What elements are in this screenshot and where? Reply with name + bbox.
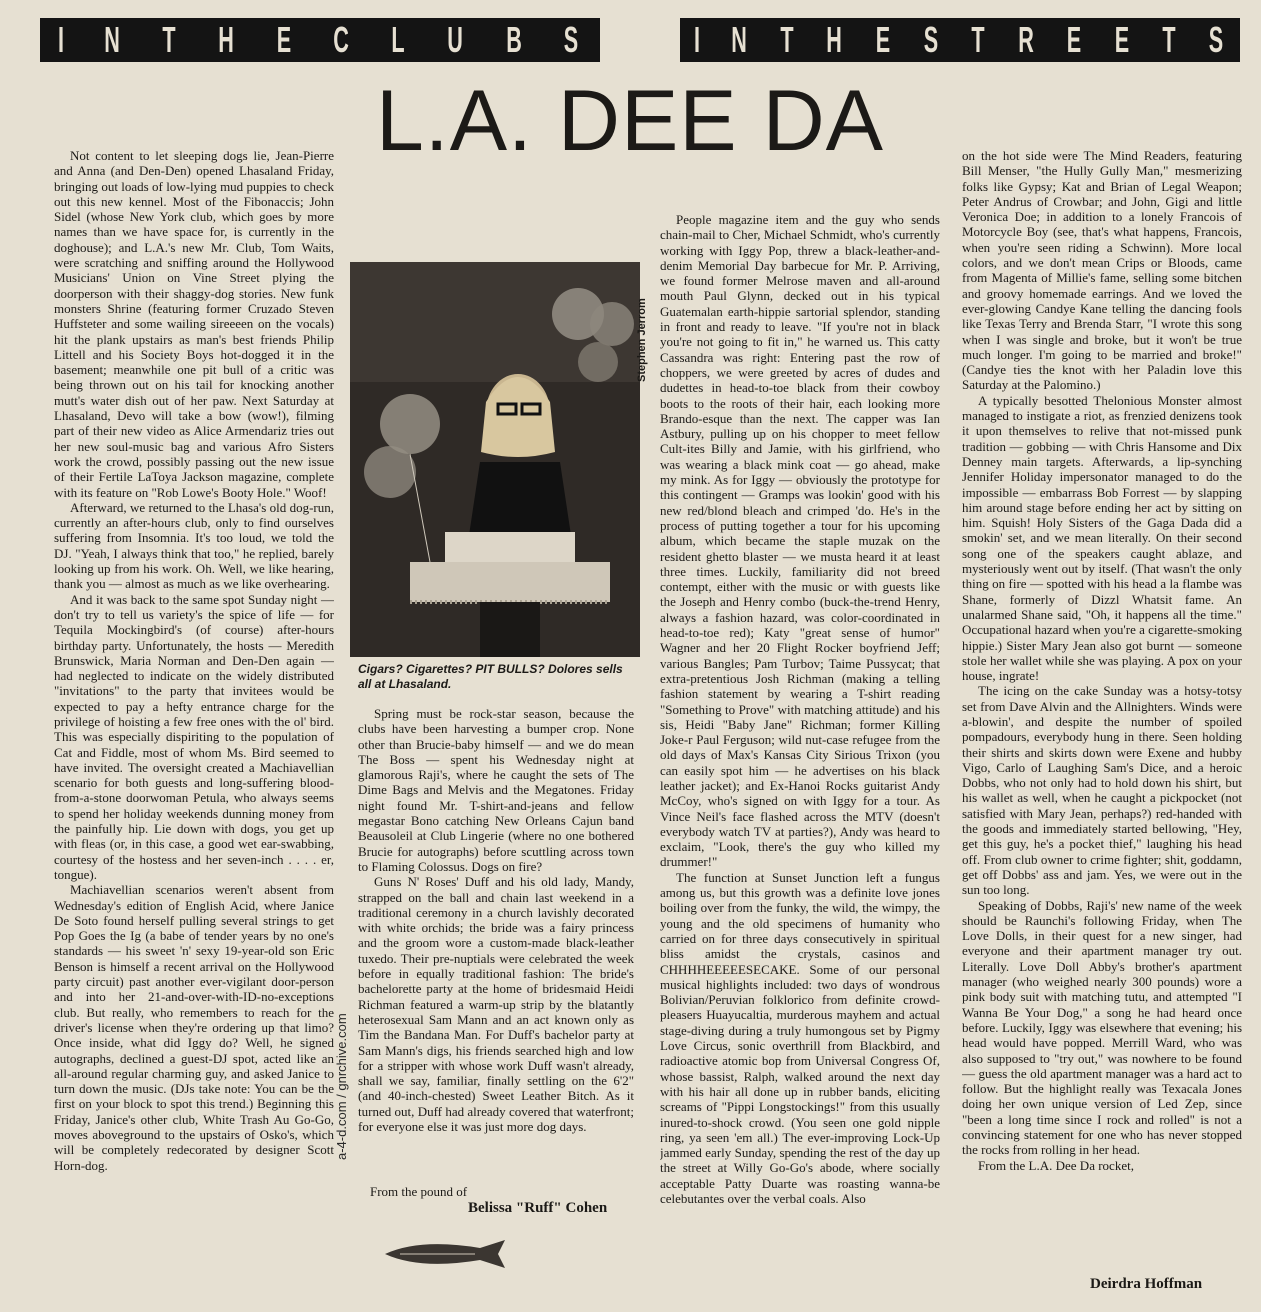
signoff-1: From the pound of: [370, 1184, 468, 1199]
paragraph: Machiavellian scenarios weren't absent from Wednesday's edition of English Acid, where Janice De Soto found herself pulling several strings to get Pop Goes the Ig (a babe of tender years by no one's standards — his sweet 'n' sexy 19-year-old son Eric Benson is himself a recent arrival on the Hollywood party circuit) past another ever-vigilant door-person and into her 21-and-over-with-ID-no-exceptions club. But really, who remembers to reach for the driver's license when they're ordering up that limo? Once inside, what did Iggy do? Well, he signed autographs, declined a guest-DJ spot, acted like an all-around regular charming guy, and asked Janice to turn down the music. (DJs take note: You can be the first on your block to spot this trend.) Beginning this Friday, Janice's other club, White Trash Au Go-Go, moves aboveground to the upstairs of Osko's, which will be completely redecorated by designer Scott Horn-dog.: [54, 882, 334, 1173]
paragraph: People magazine item and the guy who sends chain-mail to Cher, Michael Schmidt, who's currently working with Iggy Pop, threw a black-leather-and-denim Memorial Day barbecue for Mr. P. Arriving, we found former Melrose maven and all-around mouth Paul Glynn, decked out in his typical Guatemalan earth-hippie sartorial splendor, standing in front and ready to leave. "If you're not in black you're not going to fit in," he warned us. This catty Cassandra was right: Entering past the row of choppers, we were greeted by acres of dudes and dudettes in head-to-toe black from their cowboy boots to the roots of their hair, each looking more Brando-esque than the next. The capper was Ian Astbury, pulling up on his chopper to meet fellow Cult-ites Billy and Jamie, with his girlfriend, who was wearing a black mink coat — go ahead, make my mink. As for Iggy — obviously the prototype for this contingent — Gramps was lookin' good with his new red/blond bleach and crimped 'do. He's in the process of putting together a tour for his upcoming album, which became the staple muzak on the resident ghetto blaster — we musta heard it at least three times. Luckily, familiarity did not breed contempt, either with the music or with guests like the Joseph and Henry combo (buck-the-trend Henry, always a fashion hazard, was color-coordinated in head-to-toe red); Katy "great sense of humor" Wagner and her 20 Flight Rocker boyfriend Jeff; various Bangles; Pam Turbov; Taime Pussycat; that extra-pretentious Josh Richman (making a telling fashion statement by wearing a T-shirt reading "Something to Prove" with matching attitude) and his sis, Heidi "Baby Jane" Richman; former Killing Joke-r Paul Ferguson; wild nut-case refugee from the old days of Max's Kansas City Sirious Trixon (you can easily spot him — he advertises on his black leather jacket); and Ex-Hanoi Rocks guitarist Andy McCoy, who's signed on with Iggy for a tour. As Vince Neil's face flashed across the MTV (doesn't everybody watch TV at parties?), Andy was heard to exclaim, "Look, there's the guy who killed my drummer!": [660, 212, 940, 870]
paragraph: The function at Sunset Junction left a fungus among us, but this growth was a definite love jones boiling over from the funky, the wild, the wimpy, the young and the old specimens of humanity who carried on for three days consecutively in spiritual bliss amidst the crystals, casinos and CHHHHEEEEESECAKE. Some of our personal musical highlights included: two days of wondrous Bolivian/Peruvian folklorico from definite crowd-pleasers Huayucaltia, murderous mayhem and actual stage-diving during a truly humongous set by Pigmy Love Circus, sonic overthrill from Blackbird, and radioactive atomic bop from Universal Congress Of, whose bassist, Ralph, walked around the next day with his hair all done up in rubber bands, eliciting screams of "Pippi Longstockings!" from this usually inured-to-shock crowd. (You seen one gold nipple ring, ya seen 'em all.) The ever-improving Lock-Up jammed early Sunday, spending the rest of the day up the street at Willy Go-Go's abode, where socially acceptable Patty Duarte was roasting wanna-be celebutantes over the verbal coals. Also: [660, 869, 940, 1206]
banner-letter: N: [104, 19, 120, 60]
paragraph: And it was back to the same spot Sunday night — don't try to tell us variety's the spice of life — for Tequila Mockingbird's (of course) after-hours birthday party. Unfortunately, the hosts — Meredith Brunswick, Maria Norman and Den-Den again — had neglected to indicate on the widely distributed "invitations" to the party that invitees would be expected to pay a hefty entrance charge for the privilege of hoisting a few free ones with the ol' bird. This was especially dispiriting to the population of Cat and Fiddle, most of whom Ms. Bird seemed to have invited. The oversight created a Machiavellian scenario for both guests and long-suffering blood-from-a-stone doorwoman Petula, who always seems to spend her holiday weekends dunning money from the painfully hip. Lie down with dogs, you get up with fleas (or, in this case, a good wet ear-swabbing, courtesy of the hostess and her seven-inch . . . . er, tongue).: [54, 591, 334, 882]
banner-letter: S: [923, 19, 939, 60]
banner-letter: B: [505, 19, 522, 60]
paragraph: A typically besotted Thelonious Monster almost managed to instigate a riot, as frenzied denizens took it upon themselves to relive that not-missed punk tradition — gobbing — with Chris Hansome and Dix Denney main targets. Afterwards, a lip-synching Jennifer Holiday impersonator managed to do the impossible — embarrass Bob Forrest — by slapping him around stage before ending her act by sitting on him. Squish! Holy Sisters of the Gaga Dada did a smokin' set, and we mean literally. On their second song one of the speakers caught ablaze, and mysteriously went out by itself. (That wasn't the only thing on fire — spotted with his head a la flambe was Shane, formerly of Dizzl Whatsit fame. An unalarmed Shane said, "Oh, it happens all the time." Occupational hazard when you're a cigarette-smoking hippie.) Sister Mary Jean also got burnt — someone stole her wallet while she was playing. A pox on your house, ingrate!: [962, 392, 1242, 684]
banner-letter: U: [447, 19, 463, 60]
byline-2: Deirdra Hoffman: [1090, 1276, 1203, 1292]
banner-letter: H: [826, 19, 843, 60]
article-column-3: [660, 212, 940, 1297]
banner-letter: E: [1115, 19, 1130, 60]
photo-credit: Stephen Jerrom: [636, 298, 648, 382]
byline-1: Belissa "Ruff" Cohen: [468, 1200, 608, 1216]
article-column-4: [962, 148, 1242, 1298]
banner-letter: L: [391, 19, 405, 60]
paragraph: Afterward, we returned to the Lhasa's old dog-run, currently an after-hours club, only to find ourselves suffering from Insomnia. It's too loud, we told the DJ. "Yeah, I always think that too," he replied, barely looking up from his work. Oh. Well, we like hearing, thank you — almost as much as we like overhearing.: [54, 499, 334, 592]
watermark: a-4-d.com / gnrchive.com: [334, 1013, 349, 1160]
banner-letter: S: [564, 19, 579, 60]
banner-in-the-streets: [680, 18, 1240, 62]
paragraph: Speaking of Dobbs, Raji's' new name of the week should be Raunchi's following Friday, when The Love Dolls, in their quest for a new singer, had everyone and their apartment manager try out. Literally. Love Doll Abby's brother's apartment manager (who weighed nearly 300 pounds) wore a pink body suit with matching tutu, and attempted "I Wanna Be Your Dog," a song he had heard once before. Luckily, Iggy was elsewhere that evening; his head would have popped. Merrill Ward, who was also supposed to "try out," was nowhere to be found — guess the old apartment manager was a hard act to follow. But the highlight really was Texacala Jones doing her own unique version of Led Zep, since "been a long time since I rock and rolled" is not a convincing statement for one who has never stopped the rocks from rolling in her head.: [962, 897, 1242, 1158]
banner-letter: T: [162, 19, 176, 60]
banner-letter: T: [971, 19, 985, 60]
paragraph: on the hot side were The Mind Readers, featuring Bill Menser, "the Hully Gully Man," mesmerizing folks like Gypsy; Kat and Brian of Legal Weapon; Peter Andrus of Crowbar; and John, Gigi and little Veronica Doe; in addition to a lonely Francois of Motorcycle Boy (see, that's what happens, Francois, when you're seen riding a Schwinn). More local colors, and we don't mean Crips or Bloods, came from Magenta of Millie's fame, selling some bitchen and groovy homemade earrings. And we loved the ever-glowing Candye Kane telling the dancing fools like Texas Terry and Brenda Starr, "I wrote this song when I was single and broke, but it won't be true much longer. I'm going to be married and broke!" (Candye ties the knot with her Paladin love this Saturday at the Palomino.): [962, 148, 1242, 393]
photo-illustration: [350, 262, 640, 657]
paragraph: Spring must be rock-star season, because the clubs have been harvesting a bumper crop. None other than Brucie-baby himself — and we do mean The Boss — spent his Wednesday night at glamorous Raji's, where he caught the sets of The Dime Bags and Melvis and the Megatones. Friday night found Mr. T-shirt-and-jeans and fellow megastar Bono catching New Orleans Cajun band Beausoleil at Club Lingerie (where no one bothered Brucie for autographs) before scuttling across town to Flaming Colossus. Dogs on fire?: [358, 706, 634, 874]
banner-letter: T: [779, 19, 794, 60]
article-column-1: [54, 148, 334, 1298]
paragraph: Not content to let sleeping dogs lie, Jean-Pierre and Anna (and Den-Den) opened Lhasaland Friday, bringing out loads of low-lying mud puppies to check out this new kennel. Most of the Fibonaccis; John Sidel (whose New York club, which goes by more names than we have space for, is currently in the doghouse); and L.A.'s new Mr. Club, Tom Waits, were scratching and sniffing around the Hollywood Musicians' Union on Vine Street plying the doorperson with their shaggy-dog stories. New funk monsters Shrine (featuring former Cruzado Steven Huffsteter and some wailing sireeeen on the vocals) hit the plank upstairs as man's best friends Philip Littell and his Society Boys hot-dogged it in the basement; meanwhile one pit bull of a critic was being thrown out on his tail for knocking another mutt's water dish out of her paw. Next Saturday at Lhasaland, Devo will take a bow (wow!), filming part of their new video as Alice Armendariz tries out her new soul-music bag and various Afro Sisters work the crowd, possibly passing out the new issue of their Fertile LaToya Jackson magazine, complete with its feature on "Rob Lowe's Booty Hole." Woof!: [54, 148, 334, 500]
banner-in-the-clubs: [40, 18, 600, 62]
photo-caption: Cigars? Cigarettes? PIT BULLS? Dolores sells all at Lhasaland.: [358, 662, 623, 691]
paragraph: The icing on the cake Sunday was a hotsy-totsy set from Dave Alvin and the Allnighters. Winds were a-blowin', and despite the number of spoiled pompadours, everybody hung in there. Seen holding their shirts and skirts down were Exene and hubby Vigo, Carlo of Laughing Sam's Dice, and a heroic Dobbs, who not only had to hold down his shirt, but his wallet as well, when he caught a pickpocket (not satisfied with Mary Jean, perhaps?) red-handed with the goods and immediately started bellowing, "Hey, get this guy, he's a pocket thief," laughing his head off. From club owner to crime fighter; shit, goddamn, get off Dobbs' ass and jam. Yes, we were out in the sun too long.: [962, 683, 1242, 898]
photo-dolores: [350, 262, 640, 657]
banner-letter: I: [693, 19, 700, 60]
banner-letter: C: [333, 19, 350, 60]
article-column-2: [358, 706, 634, 1186]
paragraph: From the L.A. Dee Da rocket,: [978, 1157, 1134, 1173]
banner-letter: S: [1208, 19, 1224, 60]
banner-letter: N: [730, 19, 747, 60]
paragraph: Guns N' Roses' Duff and his old lady, Mandy, strapped on the ball and chain last weekend in a traditional ceremony in a church lavishly decorated with white orchids; the bride was a fairy princess and the groom wore a custom-made black-leather tuxedo. Their pre-nuptials were celebrated the week before in equally traditional fashion: The bride's bachelorette party at the home of bridesmaid Heidi Richman featured a warm-up strip by the blatantly heterosexual Sam Mann and an act known only as Tim the Bandana Man. For Duff's bachelor party at Sam Mann's digs, his friends searched high and low for a stripper with whose work Duff wasn't already, shall we say, familiar, finally settling on the 6'2" (and 40-inch-chested) Sweet Leather Bitch. As it turned out, Duff had already covered that waterfront; for everyone else it was just more dog days.: [358, 874, 634, 1135]
banner-letter: E: [276, 19, 291, 60]
headline: L.A. DEE DA: [375, 73, 885, 169]
banner-letter: T: [1162, 19, 1176, 60]
banner-letter: E: [1067, 19, 1082, 60]
banner-letter: I: [58, 19, 65, 60]
banner-letter: R: [1017, 19, 1034, 60]
banner-letter: H: [217, 19, 234, 60]
fish-icon: [380, 1234, 520, 1274]
banner-letter: E: [875, 19, 891, 60]
